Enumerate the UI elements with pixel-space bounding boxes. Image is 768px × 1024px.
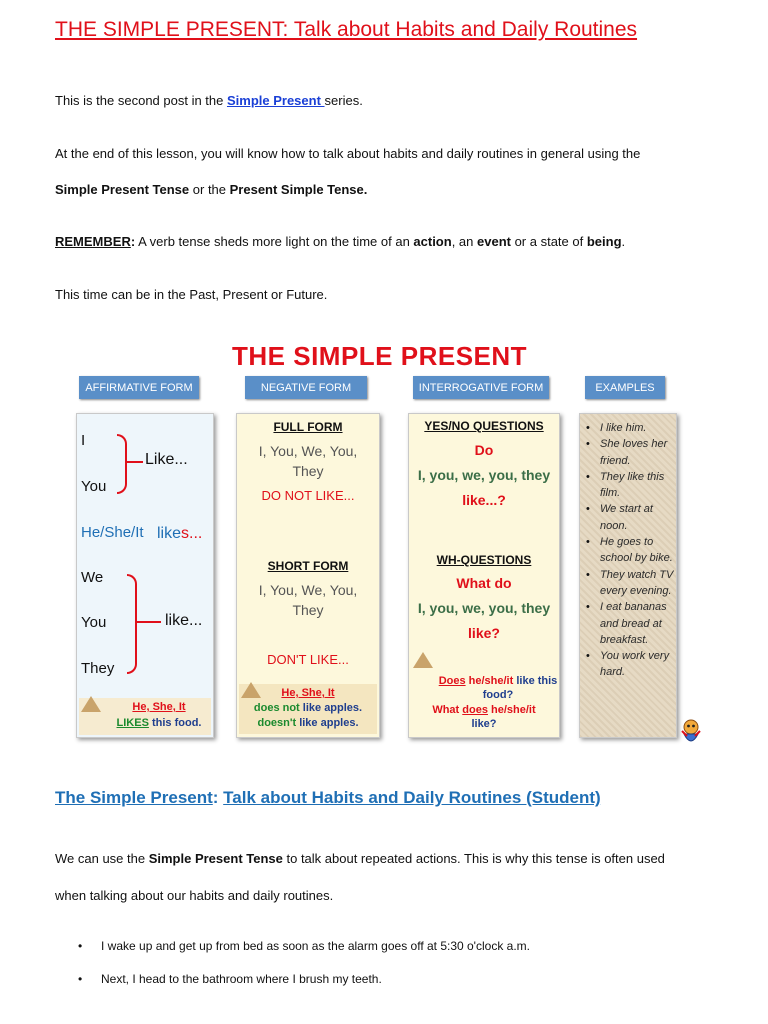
- bullet-item: [78, 939, 530, 953]
- text: A verb tense sheds more light on the time of an: [135, 234, 414, 249]
- example-item: • He goes to school by bike.: [584, 534, 676, 567]
- yes-no-pronouns: I, you, we, you, they: [417, 467, 551, 483]
- aux: does: [462, 704, 488, 716]
- note-example-2: [239, 717, 377, 729]
- text: to talk about repeated actions. This is why this tense is often used: [282, 851, 665, 866]
- pronoun-you: You: [81, 478, 107, 495]
- bullet-item: [78, 972, 382, 986]
- intro-paragraph-2: At the end of this lesson, you will know how to talk about habits and daily routines in general using the: [55, 146, 641, 161]
- warning-triangle-icon: [241, 682, 261, 698]
- brace: [117, 434, 127, 494]
- example-item: • She loves her friend.: [584, 436, 676, 469]
- short-form-verb: DON'T LIKE...: [267, 652, 349, 667]
- do-word: Do: [474, 442, 494, 458]
- subheading-link-2[interactable]: Talk about Habits and Daily Routines (Student): [223, 788, 601, 807]
- remember-label: REMEMBER: [55, 234, 131, 249]
- interrogative-note: [411, 672, 557, 735]
- full-form-verb: DO NOT LIKE...: [261, 488, 355, 503]
- verb-like: Like...: [145, 451, 188, 468]
- example-item: • We start at noon.: [584, 501, 676, 534]
- colon: :: [130, 234, 136, 249]
- examples-list: [584, 420, 676, 681]
- bold-word: being: [586, 234, 622, 249]
- text: We can use the: [55, 851, 149, 866]
- note-question-1-end: food?: [482, 689, 514, 701]
- subheading-link-1[interactable]: The Simple Present: [55, 788, 213, 807]
- bold-word: event: [477, 234, 511, 249]
- text: like apples.: [296, 717, 359, 729]
- header-affirmative: AFFIRMATIVE FORM: [79, 376, 199, 399]
- interrogative-panel: [408, 413, 560, 738]
- text: or a state of: [510, 234, 587, 249]
- verb-like-plural: like...: [165, 612, 203, 629]
- subject: he/she/it: [465, 675, 517, 687]
- note-question-2-end: like?: [471, 718, 497, 730]
- yes-no-heading: YES/NO QUESTIONS: [424, 419, 544, 433]
- body-paragraph-1: [55, 851, 665, 866]
- verb-ending: s...: [181, 525, 203, 542]
- example-item: • They watch TV every evening.: [584, 567, 676, 600]
- body-paragraph-2: when talking about our habits and daily routines.: [55, 888, 334, 903]
- text: like this: [516, 675, 558, 687]
- bullet-text: Next, I head to the bathroom where I brush my teeth.: [101, 972, 382, 986]
- short-form-heading: SHORT FORM: [267, 559, 349, 573]
- intro-paragraph-1: [55, 93, 363, 108]
- note-question-2: [411, 704, 557, 716]
- yes-no-verb: like...?: [462, 492, 506, 508]
- header-examples: EXAMPLES: [585, 376, 665, 399]
- pronoun-i: I: [81, 432, 86, 449]
- full-form-heading: FULL FORM: [273, 420, 343, 434]
- header-interrogative: INTERROGATIVE FORM: [413, 376, 549, 399]
- aux: Does: [438, 675, 466, 687]
- intro-text: This is the second post in the: [55, 93, 227, 108]
- example-item: • I like him.: [584, 420, 676, 436]
- verb: doesn't: [257, 717, 297, 729]
- pronoun-he-she-it: He/She/It: [81, 524, 144, 541]
- negative-panel: [236, 413, 380, 738]
- verb-likes: [157, 525, 202, 543]
- intro-text-end: series.: [324, 93, 363, 108]
- example-item: • You work very hard.: [584, 648, 676, 681]
- subject: he/she/it: [487, 704, 536, 716]
- section-subheading: [55, 788, 601, 808]
- intro-paragraph-5: This time can be in the Past, Present or Future.: [55, 287, 328, 302]
- example-item: • They like this film.: [584, 469, 676, 502]
- what-do: What do: [456, 575, 512, 591]
- note-example-1: [239, 702, 377, 714]
- text: this food.: [148, 717, 202, 729]
- warning-triangle-icon: [413, 652, 433, 668]
- pronoun-we: We: [81, 569, 104, 586]
- pronoun-you-plural: You: [81, 614, 107, 631]
- note-subject: He, She, It: [132, 701, 186, 713]
- note-example: [93, 717, 225, 729]
- affirmative-panel: [76, 413, 214, 738]
- wh-heading: WH-QUESTIONS: [436, 553, 532, 567]
- verb: LIKES: [116, 717, 149, 729]
- simple-present-link[interactable]: Simple Present: [226, 93, 325, 108]
- intro-paragraph-3: [55, 182, 367, 197]
- note-subject: He, She, It: [281, 687, 335, 699]
- full-form-pronouns-2: They: [292, 463, 324, 479]
- warning-triangle-icon: [81, 696, 101, 712]
- short-form-pronouns: I, You, We, You,: [258, 582, 358, 598]
- text: .: [621, 234, 626, 249]
- example-item: • I eat bananas and bread at breakfast.: [584, 599, 676, 648]
- note-question-1: [425, 675, 571, 687]
- bold-term: Simple Present Tense: [55, 182, 190, 197]
- remember-paragraph: [55, 234, 625, 249]
- verb-stem: like: [157, 525, 182, 542]
- brace-tick: [127, 461, 143, 463]
- header-negative: NEGATIVE FORM: [245, 376, 367, 399]
- pronoun-they: They: [81, 660, 115, 677]
- bold-word: action: [413, 234, 452, 249]
- brace: [127, 574, 137, 674]
- bold-term: Present Simple Tense.: [229, 182, 368, 197]
- wh-verb: like?: [468, 625, 500, 641]
- brace-tick: [137, 621, 161, 623]
- full-form-pronouns: I, You, We, You,: [258, 443, 358, 459]
- wh-pronouns: I, you, we, you, they: [417, 600, 551, 616]
- mascot-icon: [678, 718, 704, 748]
- text: or the: [189, 182, 230, 197]
- bullet-text: I wake up and get up from bed as soon as the alarm goes off at 5:30 o'clock a.m.: [101, 939, 530, 953]
- infographic-title: THE SIMPLE PRESENT: [232, 341, 528, 371]
- wh: What: [432, 704, 463, 716]
- text: like apples.: [299, 702, 363, 714]
- bold-term: Simple Present Tense: [148, 851, 283, 866]
- short-form-pronouns-2: They: [292, 602, 324, 618]
- text: , an: [451, 234, 477, 249]
- colon: :: [212, 788, 224, 807]
- page-title: THE SIMPLE PRESENT: Talk about Habits and Daily Routines: [55, 18, 638, 41]
- examples-panel: [579, 413, 677, 738]
- verb: does not: [253, 702, 300, 714]
